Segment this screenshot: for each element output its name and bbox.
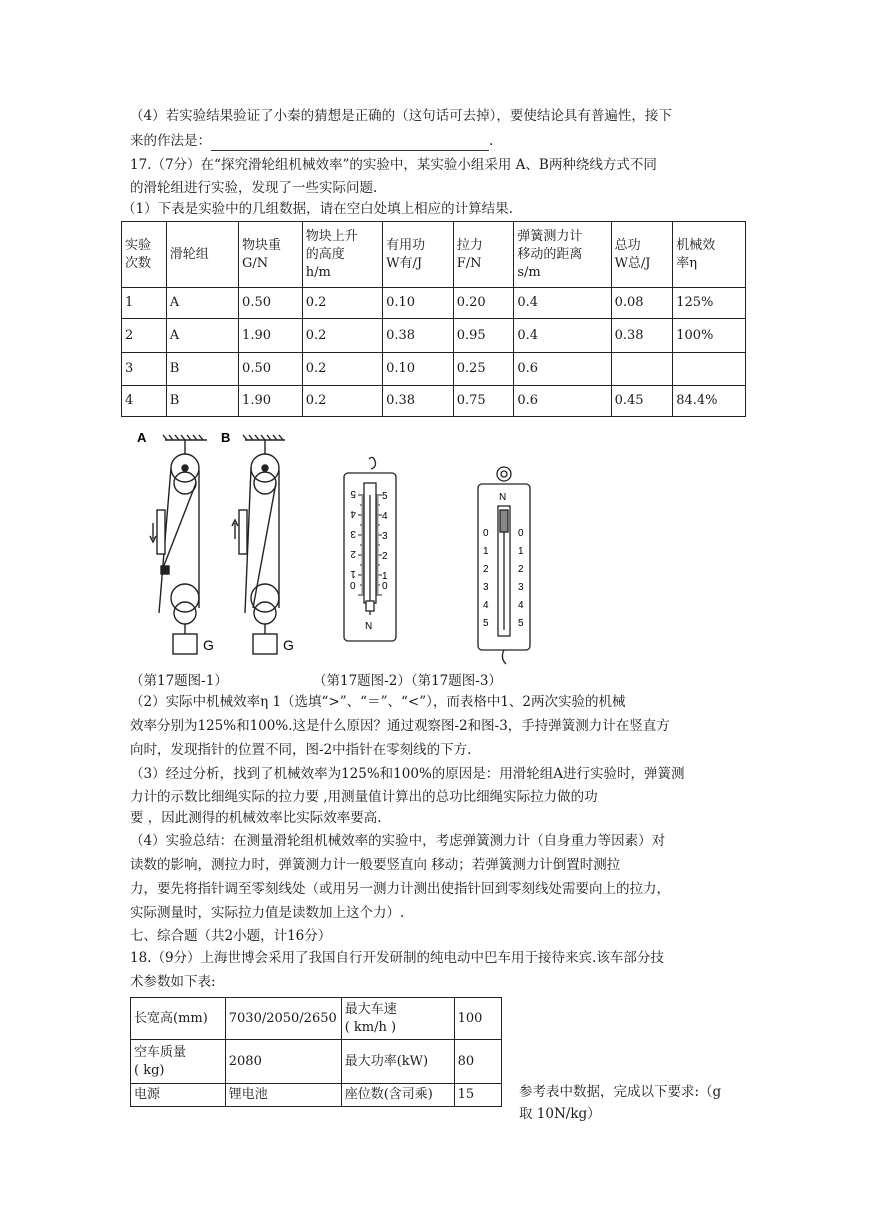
cell: 0.75 [453,386,514,417]
header-cell: 有用功 W有/J [383,222,454,288]
cell: 0.95 [453,319,514,353]
q17-part4-line3: 力，要先将指针调至零刻线处（或用另一测力计测出使指针回到零刻线处需要向上的拉力， [130,881,670,897]
scale-label: 5 [382,491,388,502]
q18-header-2: 术参数如下表: [130,974,216,990]
cell: 0.4 [514,288,611,319]
cell: 0.45 [611,386,673,417]
scale-label: 1 [382,571,388,582]
scale-label: 3 [483,582,489,593]
label-n: N [499,492,507,503]
scale-label: 5 [350,488,356,499]
cell: B [166,386,238,417]
cell: 长宽高(mm) [131,998,226,1040]
cell: 0.10 [383,353,454,386]
cell: 3 [122,353,167,386]
scale-label: 4 [382,511,388,522]
cell: 7030/2050/2650 [225,998,341,1040]
cell: 100 [454,998,501,1040]
scale-label: 5 [518,618,524,629]
cell: 锂电池 [225,1084,341,1107]
cell: 15 [454,1084,501,1107]
q17-part2-line1: （2）实际中机械效率η 1（选填“>”、“＝”、“<”），而表格中1、2两次实验的机械 [130,694,626,710]
cell: A [166,319,238,353]
label-n: N [365,621,373,632]
label-g-a: G [203,637,214,653]
table-header-row [122,222,746,288]
cell: 0.50 [239,288,303,319]
cell: 最大功率(kW) [341,1040,454,1084]
table-row [122,386,746,417]
cell: 空车质量 ( kg) [131,1040,226,1084]
q17-part4-line1: （4）实验总结：在测量滑轮组机械效率的实验中，考虑弹簧测力计（自身重力等因素）对 [130,833,666,849]
q17-part4-line4: 实际测量时，实际拉力值是读数加上这个力）. [130,905,405,921]
header-cell: 总功 W总/J [611,222,673,288]
table-row [122,288,746,319]
cell: B [166,353,238,386]
q17-part3-line2: 力计的示数比细绳实际的拉力要 ,用测量值计算出的总功比细绳实际拉力做的功 [130,789,598,805]
cell: 125% [673,288,746,319]
header-cell: 机械效 率η [673,222,746,288]
answer-suffix: . [489,133,494,149]
scale-label: 0 [483,528,489,539]
scale-label: 2 [483,564,489,575]
cell: 0.4 [514,319,611,353]
header-cell: 滑轮组 [166,222,238,288]
table-row [131,1040,502,1084]
cell: 0.2 [302,288,382,319]
cell: 0.38 [383,319,454,353]
caption-fig2-3: （第17题图-2）（第17题图-3） [313,673,502,689]
label-a: A [137,430,147,445]
header-cell: 实验 次数 [122,222,167,288]
scale-label: 5 [483,618,489,629]
header-cell: 弹簧测力计 移动的距离 s/m [514,222,611,288]
scale-label: 4 [483,600,489,611]
bus-spec-table [130,997,502,1107]
table-row [131,1084,502,1107]
q17-header-1: 17.（7分）在“探究滑轮组机械效率”的实验中，某实验小组采用 A、B两种绕线方式不同 [130,157,657,173]
cell: 0.2 [302,353,382,386]
pulley-diagram [135,428,300,658]
cell: 80 [454,1040,501,1084]
cell: 0.50 [239,353,303,386]
q16-4-line1: （4）若实验结果验证了小秦的猜想是正确的（这句话可去掉），要使结论具有普遍性，接下 [130,108,672,124]
cell: 0.2 [302,386,382,417]
cell: 0.08 [611,288,673,319]
table-row [122,353,746,386]
q17-part3-line1: （3）经过分析，找到了机械效率为125%和100%的原因是：用滑轮组A进行实验时，弹簧测 [130,766,685,782]
header-cell: 物块上升 的高度 h/m [302,222,382,288]
answer-prefix: 来的作法是： [130,133,211,149]
q17-part2-line2: 效率分别为125%和100%.这是什么原因？通过观察图-2和图-3，手持弹簧测力计在竖直方 [130,718,670,734]
label-b: B [221,430,231,445]
q17-part4-line2: 读数的影响，测拉力时，弹簧测力计一般要竖直向 移动；若弹簧测力计倒置时测拉 [130,857,621,873]
cell: 0.10 [383,288,454,319]
scale-label: 2 [350,548,356,559]
spring-scale-upright [470,462,540,667]
cell: 100% [673,319,746,353]
cell: 0.38 [611,319,673,353]
cell: 0.25 [453,353,514,386]
header-cell: 拉力 F/N [453,222,514,288]
scale-label: 4 [350,508,356,519]
header-cell: 物块重 G/N [239,222,303,288]
q18-header-1: 18.（9分）上海世博会采用了我国自行开发研制的纯电动中巴车用于接待来宾.该车部分技 [130,950,664,966]
scale-label: 0 [350,581,356,592]
q17-part2-line3: 向时，发现指针的位置不同，图-2中指针在零刻线的下方. [130,742,472,758]
cell: 4 [122,386,167,417]
table-row [122,319,746,353]
scale-label: 0 [382,581,388,592]
experiment-table [121,221,746,417]
answer-blank[interactable] [211,136,489,151]
scale-label: 2 [518,564,524,575]
cell: 最大车速 ( km/h ) [341,998,454,1040]
q17-header-2: 的滑轮组进行实验，发现了一些实际问题. [130,180,378,196]
cell: 座位数(含司乘) [341,1084,454,1107]
table-row [131,998,502,1040]
cell: 0.6 [514,353,611,386]
scale-label: 4 [518,600,524,611]
cell: 1.90 [239,319,303,353]
blank-cell[interactable] [611,353,673,386]
section-title: 七、综合题（共2小题，计16分） [130,928,332,944]
cell: 0.38 [383,386,454,417]
scale-label: 1 [483,546,489,557]
cell: 0.6 [514,386,611,417]
q17-part1: （1）下表是实验中的几组数据，请在空白处填上相应的计算结果. [122,201,513,217]
cell: 0.20 [453,288,514,319]
scale-label: 2 [382,551,388,562]
cell: 电源 [131,1084,226,1107]
blank-cell[interactable] [673,353,746,386]
cell: A [166,288,238,319]
scale-label: 3 [350,528,356,539]
q16-4-line2 [130,131,493,151]
cell: 84.4% [673,386,746,417]
scale-label: 3 [382,531,388,542]
cell: 0.2 [302,319,382,353]
cell: 1.90 [239,386,303,417]
q18-note-2: 取 10N/kg） [519,1106,601,1122]
scale-label: 1 [350,568,356,579]
q17-part3-line3: 要 ，因此测得的机械效率比实际效率要高. [130,810,382,826]
label-g-b: G [283,637,294,653]
q18-note-1: 参考表中数据，完成以下要求:（g [519,1084,722,1100]
caption-fig1: （第17题图-1） [130,673,228,689]
cell: 2 [122,319,167,353]
spring-scale-inverted [338,455,408,645]
scale-label: 1 [518,546,524,557]
cell: 1 [122,288,167,319]
scale-label: 3 [518,582,524,593]
cell: 2080 [225,1040,341,1084]
scale-label: 0 [518,528,524,539]
